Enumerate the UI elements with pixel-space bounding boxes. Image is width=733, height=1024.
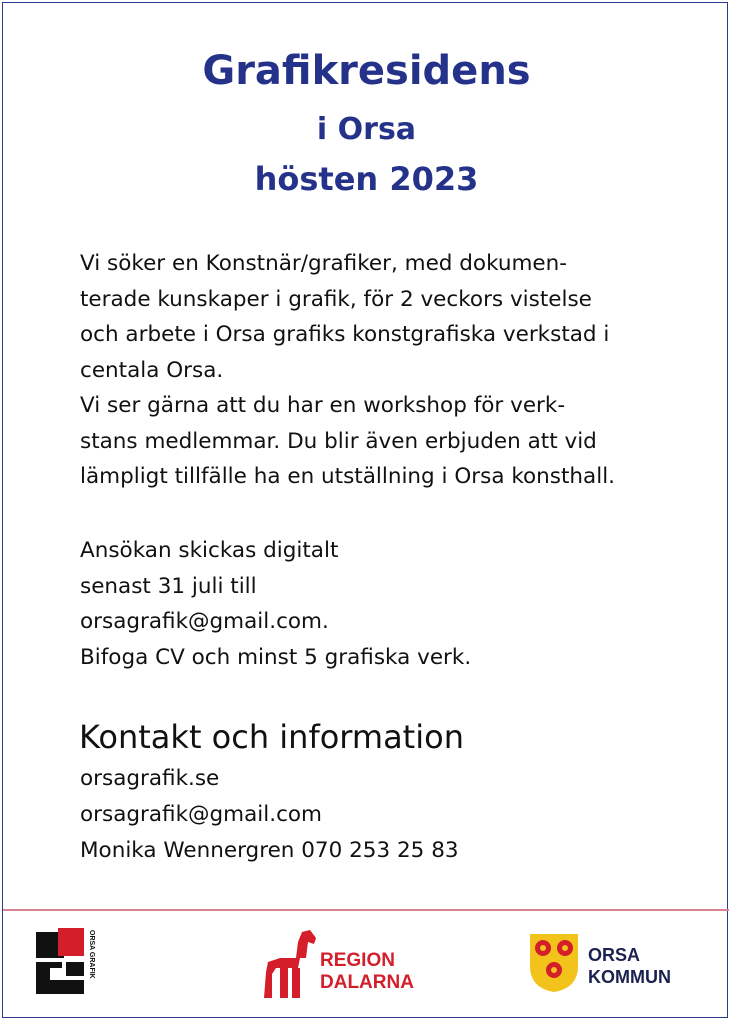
region-dalarna-logo bbox=[262, 928, 452, 1000]
orsa-grafik-logo bbox=[36, 928, 106, 998]
footer-divider bbox=[3, 909, 729, 911]
poster-subtitle-season: hösten 2023 bbox=[254, 160, 479, 198]
description-line: stans medlemmar. Du blir även erbjuden att vid bbox=[80, 428, 597, 454]
coat-of-arms-icon bbox=[528, 932, 580, 994]
application-email: orsagrafik@gmail.com. bbox=[80, 609, 329, 634]
region-line1: REGION bbox=[320, 950, 395, 971]
contact-person: Monika Wennergren 070 253 25 83 bbox=[80, 838, 459, 863]
contact-website: orsagrafik.se bbox=[80, 766, 220, 791]
application-info bbox=[80, 533, 700, 675]
kommun-line1: ORSA bbox=[588, 945, 641, 965]
description-line: centala Orsa. bbox=[80, 357, 224, 383]
contact-list bbox=[80, 761, 459, 869]
poster-subtitle-location: i Orsa bbox=[316, 112, 417, 147]
contact-email: orsagrafik@gmail.com bbox=[80, 802, 322, 827]
application-line: senast 31 juli till bbox=[80, 573, 257, 599]
kommun-line2: KOMMUN bbox=[588, 967, 671, 987]
orsa-kommun-text bbox=[588, 944, 671, 988]
poster-title: Grafikresidens bbox=[202, 48, 531, 94]
application-line: Ansökan skickas digitalt bbox=[80, 538, 339, 563]
description-line: Vi ser gärna att du har en workshop för verk- bbox=[80, 393, 566, 418]
description-paragraph bbox=[80, 246, 700, 495]
dala-horse-icon bbox=[262, 928, 318, 1000]
region-dalarna-text bbox=[320, 950, 414, 994]
description-line: Vi söker en Konstnär/grafiker, med dokumen- bbox=[80, 251, 568, 276]
description-line: terade kunskaper i grafik, för 2 veckors vistelse bbox=[80, 286, 592, 312]
orsa-kommun-logo bbox=[528, 932, 708, 998]
contact-heading: Kontakt och information bbox=[79, 718, 464, 756]
description-line: lämpligt tillfälle ha en utställning i Orsa konsthall. bbox=[80, 464, 616, 489]
region-line2: DALARNA bbox=[320, 972, 414, 993]
application-line: Bifoga CV och minst 5 grafiska verk. bbox=[80, 644, 472, 670]
description-line: och arbete i Orsa grafiks konstgrafiska verkstad i bbox=[80, 322, 610, 347]
orsa-grafik-logo-text: ORSA GRAFIK bbox=[88, 930, 95, 979]
